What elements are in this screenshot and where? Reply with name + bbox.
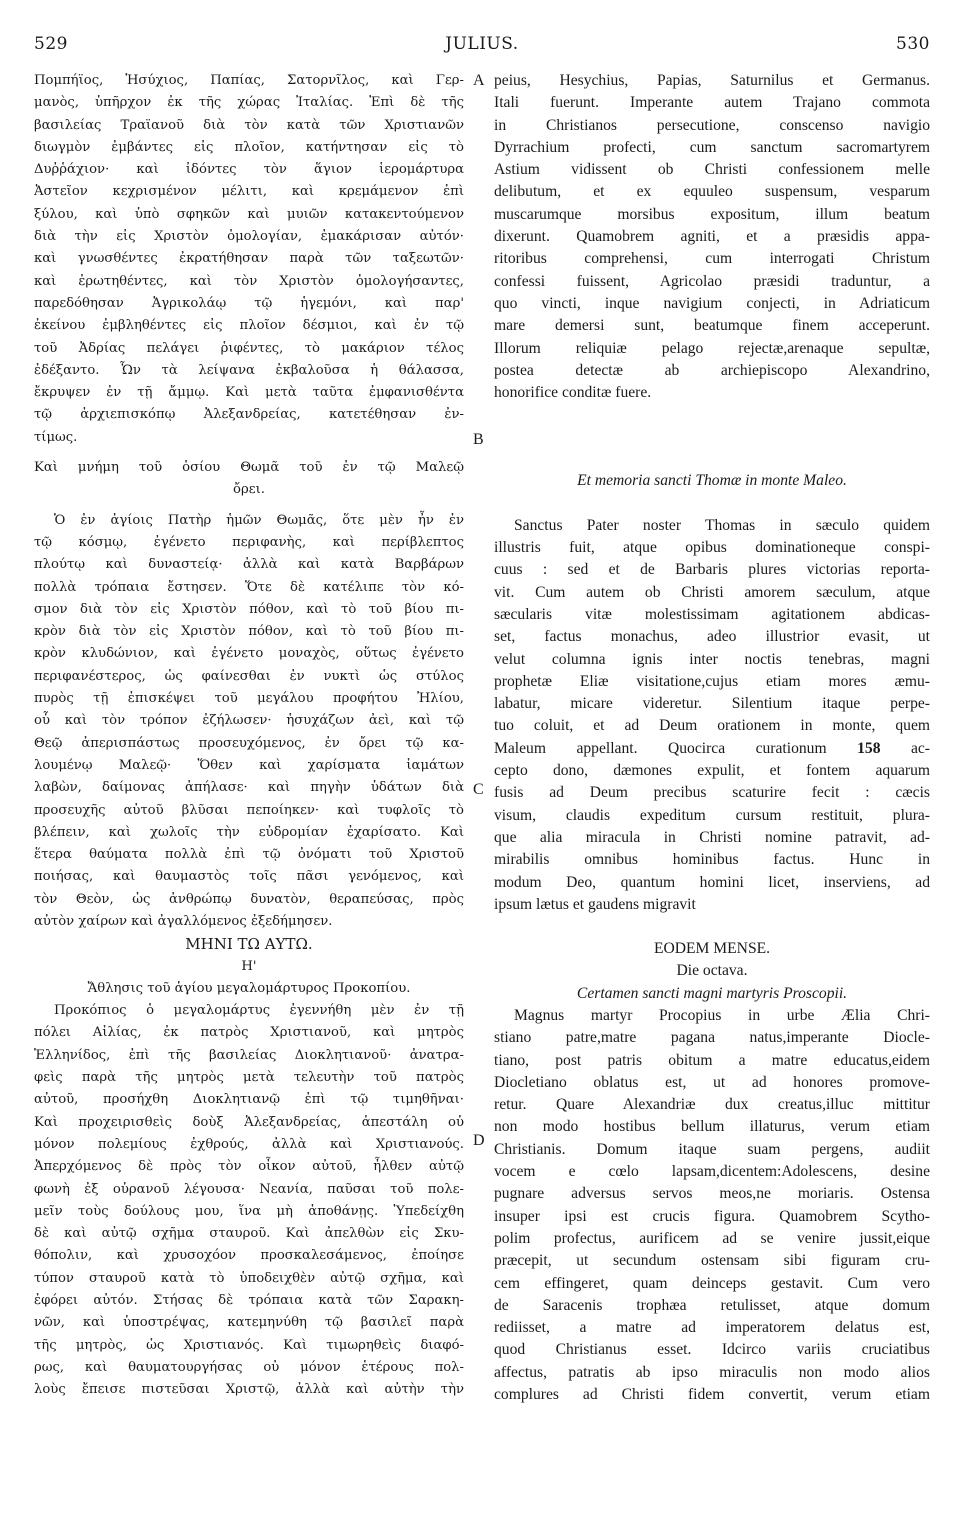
text-line: Magnus martyr Procopius in urbe Ælia Chri-: [514, 1006, 930, 1024]
text-line: πυρὸς τῇ ἐπισκέψει τοῦ μεγάλου προφήτου Ἠλίου,: [34, 691, 464, 707]
text-line: κρὸν διὰ τὸν εἰς Χριστὸν πόθον, καὶ τὸ τοῦ βίου πι-: [34, 624, 464, 640]
text-line: ἐδέξαντο. Ὧν τὰ λείψανα ἐκβαλοῦσα ἡ θάλασσα,: [34, 362, 464, 378]
text-line: de Saracenis trophæa retulisset, atque domum: [494, 1296, 930, 1314]
text-line: visum, claudis expeditum cursum restituit, plura-: [494, 806, 930, 824]
text-line: τὸν Θεὸν, ὡς ἀνθρώπῳ δυνατὸν, θεραπεύσας, πρὸς: [34, 891, 464, 907]
text-line: πλούτῳ καὶ δυναστείᾳ· ἀλλὰ καὶ κατὰ Βαρβάρων: [34, 557, 464, 573]
text-line: τῷ κόσμῳ, ἐγένετο περιφανὴς, καὶ περίβλεπτος: [34, 534, 464, 550]
text-line: βλέπειν, καὶ χωλοῖς τὴν εὐδρομίαν ἐχαρίσατο. Καὶ: [34, 824, 464, 840]
text-line: insuper ipsi est crucis figura. Quamobrem Scytho-: [494, 1207, 930, 1225]
text-line: δὲ καὶ αὐτῷ σχῆμα σταυροῦ. Καὶ ἀπελθὼν εἰς Σκυ-: [34, 1226, 464, 1242]
day-heading: Η': [241, 958, 257, 974]
text-line: παρεδόθησαν Ἀγρικολάῳ τῷ ἡγεμόνι, καὶ παρ': [34, 295, 464, 311]
text-line: μεῖν τοὺς δούλους μου, ἵνα μὴ ἀποθάνῃς. Ὑπεδείχθη: [34, 1203, 464, 1219]
text-line: σμον διὰ τὸν εἰς Χριστὸν πόθον, καὶ τὸ τοῦ βίου πι-: [34, 601, 464, 617]
text-line: præcepit, ut secundum ostensam sibi figuram cru-: [494, 1252, 930, 1270]
latin-paragraph-thomas: [494, 515, 930, 916]
text-line: prophetæ Eliæ visitatione,cujus etiam mores æmu-: [494, 672, 930, 690]
page-header: [34, 34, 930, 58]
text-line: περιφανέστερος, ὡς φαίνεσθαι ἐν νυκτὶ ὡς στύλος: [34, 668, 464, 684]
text-line: ξύλου, καὶ ὑπὸ σφηκῶν καὶ μυιῶν κατακεντούμενον: [34, 206, 464, 222]
text-line: Illorum reliquiæ pelago rejectæ,arenaque sepultæ,: [494, 339, 930, 357]
text-line: ἐφόρει αὐτόν. Στήσας δὲ τρόπαια κατὰ τῶν Σαρακη-: [34, 1293, 464, 1309]
text-line: Ἀστεῖον κεχρισμένον μέλιτι, καὶ κρεμάμενον ἐπὶ: [34, 184, 464, 200]
month-heading: ΜΗΝΙ ΤΩ ΑΥΤΩ.: [185, 935, 313, 954]
text-line: μόνον πολεμίους ἐχθρούς, ἀλλὰ καὶ Χριστιανούς.: [34, 1136, 464, 1152]
text-line: honorifice conditæ fuere.: [494, 384, 652, 402]
text-line: Καὶ προχειρισθεὶς δοὺξ Ἀλεξανδρείας, ἀπεστάλη οὐ: [34, 1114, 464, 1130]
text-line: λοὺς ἔπεισε πιστεῦσαι Χριστῷ, ἀλλὰ καὶ αὐτὴν τὴν: [34, 1382, 464, 1398]
greek-paragraph-procopius: [34, 1000, 464, 1401]
text-line: Ἑλληνίδος, ἐπὶ τῆς βασιλείας Διοκλητιανοῦ· ἀνατρα-: [34, 1047, 464, 1063]
text-line: τοῦ Ἀδρίας πελάγει ῥιφέντες, τὸ μακάριον τέλος: [34, 340, 464, 356]
text-line: quod Christianus esset. Idcirco variis cruciatibus: [494, 1341, 930, 1359]
text-line: μανὸς, ὑπῆρχον ἐκ τῆς χώρας Ἰταλίας. Ἐπὶ δὲ τῆς: [34, 95, 464, 111]
text-line: ρως, καὶ θαυματουργήσας οὐ μόνον ἑτέρους πολ-: [34, 1359, 464, 1375]
text-line: que alia miracula in Christi nomine patravit, ad-: [494, 828, 930, 846]
text-line: mare demersi sunt, beatumque finem acceperunt.: [494, 317, 930, 335]
text-line: Δυῤῥάχιον· καὶ ἰδόντες τὸν ἅγιον ἱερομάρτυρα: [34, 162, 464, 178]
text-line: delibutum, et ex equuleo suspensum, vesparum: [494, 183, 930, 201]
text-line: modum Deo, quantum homini licet, inserviens, ad: [494, 873, 930, 891]
text-line: mirabilis omnibus hominibus factus. Hunc in: [494, 851, 930, 869]
text-line: ἔκρυψεν ἐν τῇ ἄμμῳ. Καὶ μετὰ ταῦτα ἐμφανισθέντα: [34, 385, 464, 401]
text-line: cem effingeret, quam deinceps gestavit. Cum vero: [494, 1274, 930, 1292]
latin-paragraph-martyrs: [494, 70, 930, 404]
text-line: τῷ ἀρχιεπισκόπῳ Ἀλεξανδρείας, κατετέθησαν ἐν-: [34, 407, 464, 423]
section-title: Certamen sancti magni martyris Proscopii.: [576, 984, 848, 1002]
text-line: Ἀπερχόμενος δὲ πρὸς τὸν οἶκον αὐτοῦ, ἦλθεν αὐτῷ: [34, 1159, 464, 1175]
heading-line: ὄρει.: [233, 482, 265, 498]
text-line: peius, Hesychius, Papias, Saturnilus et Germanus.: [494, 72, 930, 89]
text-line: cepto dono, dæmones expulit, et fontem aquarum: [494, 762, 930, 780]
text-line: πολλὰ τρόπαια ἔστησεν. Ὅτε δὲ κατέλιπε τὸν κό-: [34, 579, 464, 595]
heading-line: Καὶ μνήμη τοῦ ὁσίου Θωμᾶ τοῦ ἐν τῷ Μαλεῷ: [34, 460, 464, 476]
text-line: ἐκείνου ἐμβληθέντες εἰς πλοῖον δέσμιοι, καὶ ἐν τῷ: [34, 318, 464, 334]
text-line: αὐτὸν χαίρων καὶ ἀγαλλόμενος ἐξεδήμησεν.: [34, 913, 333, 929]
text-line: [494, 738, 930, 760]
text-line: postea detectæ ab archiepiscopo Alexandrino,: [494, 361, 930, 379]
left-page-number: 529: [34, 34, 68, 54]
text-line: dixerunt. Quamobrem agniti, et a præsidis appa-: [494, 228, 930, 246]
text-line: πόλει Αἰλίας, ἐκ πατρὸς Χριστιανοῦ, καὶ μητρὸς: [34, 1025, 464, 1041]
text-line: καὶ ἐρωτηθέντες, καὶ τὸν Χριστὸν ὁμολογήσαντες,: [34, 273, 464, 289]
text-line: τίμως.: [34, 429, 78, 445]
text-line: Astium vidissent ob Christi confessionem melle: [494, 161, 930, 179]
text-line: νῶν, καὶ ὑποστρέψας, κατεμηνύθη τῷ βασιλεῖ παρὰ: [34, 1315, 464, 1331]
text-line: ποιήσας, καὶ θαυμαστὸς τοῖς πᾶσι γενόμενος, καὶ: [34, 869, 464, 885]
text-fragment: Maleum appellant. Quocirca curationum: [494, 739, 827, 757]
text-line: λουμένῳ Μαλεῷ· Ὅθεν καὶ χαρίσματα ἰαμάτων: [34, 757, 464, 773]
text-line: tuo coluit, et ad Deum orationem in monte, quem: [494, 717, 930, 735]
column-number: 158: [857, 739, 881, 757]
text-line: vit. Cum autem ob Christi amorem sæculum, atque: [494, 583, 930, 601]
greek-paragraph-martyrs: [34, 70, 464, 449]
text-line: κρὸν κλυδώνιον, καὶ ἐγένετο μοναχὸς, οὕτως ἐγένετο: [34, 646, 464, 662]
text-line: Sanctus Pater noster Thomas in sæculo quidem: [514, 516, 930, 534]
margin-letter-c: C: [473, 781, 484, 798]
text-line: complures ad Christi fidem convertit, verum etiam: [494, 1386, 930, 1404]
text-line: Christianis. Domum itaque suam pergens, audiit: [494, 1140, 930, 1158]
text-line: Θεῷ ἀπερισπάστως προσευχόμενος, ἐν ὄρει τῷ κα-: [34, 735, 464, 751]
text-line: vocem e cœlo lapsam,dicentem:Adolescens, desine: [494, 1163, 930, 1181]
text-line: rediisset, a matre ad imperatorem delatus est,: [494, 1319, 930, 1337]
text-line: φωνὴ ἐξ οὐρανοῦ λέγουσα· Νεανία, παῦσαι τοῦ πολε-: [34, 1181, 464, 1197]
text-line: λαβὼν, δαίμονας ἀπήλασε· καὶ πηγὴν ὑδάτων διὰ: [34, 780, 464, 796]
text-line: ritoribus comprehensi, cum interrogati Christum: [494, 250, 930, 268]
text-line: Προκόπιος ὁ μεγαλομάρτυς ἐγεννήθη μὲν ἐν τῇ: [54, 1003, 464, 1019]
latin-paragraph-procopius: [494, 1005, 930, 1406]
text-line: set, factus monachus, adeo illustrior evasit, ut: [494, 628, 930, 646]
latin-column: [494, 70, 930, 1406]
text-line: φεὶς παρὰ τῆς μητρὸς μετὰ τελευτὴν τοῦ πατρὸς: [34, 1070, 464, 1086]
margin-letter-a: A: [473, 72, 485, 89]
right-page-number: 530: [896, 34, 930, 54]
greek-paragraph-thomas: [34, 510, 464, 934]
text-line: muscarumque morsibus expositum, illum beatum: [494, 205, 930, 223]
section-title: Ἄθλησις τοῦ ἁγίου μεγαλομάρτυρος Προκοπίου.: [87, 980, 411, 996]
text-line: cuus : sed et de Barbaris plures victorias reporta-: [494, 561, 930, 579]
text-line: τύπον σταυροῦ κατὰ τὸ ὑποδειχθὲν αὐτῷ σχῆμα, καὶ: [34, 1270, 464, 1286]
text-line: ipsum lætus et gaudens migravit: [494, 895, 696, 913]
greek-heading-thomas: [34, 457, 464, 502]
latin-heading-thomas: Et memoria sancti Thomæ in monte Maleo.: [577, 472, 847, 490]
margin-letter-d: D: [473, 1132, 485, 1149]
text-line: sæcularis vitæ molestissimam agitationem abdicas-: [494, 605, 930, 623]
text-line: in Christianos persecutione, conscenso navigio: [494, 116, 930, 134]
text-line: ἕτερα θαύματα πολλὰ ἐπὶ τῷ ὀνόματι τοῦ Χριστοῦ: [34, 847, 464, 863]
text-line: labatur, micare videretur. Silentium itaque perpe-: [494, 695, 930, 713]
text-line: pugnare adversus servos meos,ne moriaris. Ostensa: [494, 1185, 930, 1203]
text-line: affectus, patratis ab ipso miraculis non modo alios: [494, 1363, 930, 1381]
text-line: polim profectus, aurificem ad se venire jussit,eique: [494, 1229, 930, 1247]
month-heading: EODEM MENSE.: [653, 940, 771, 958]
margin-letter-b: B: [473, 431, 484, 448]
text-line: non modo hostibus bellum illaturus, verum etiam: [494, 1118, 930, 1136]
text-line: Ὁ ἐν ἁγίοις Πατὴρ ἡμῶν Θωμᾶς, ὅτε μὲν ἦν ἐν: [54, 512, 464, 528]
text-line: fusis ad Deum precibus scaturire fecit : cæcis: [494, 784, 930, 802]
text-line: διὰ τὴν εἰς Χριστὸν ὁμολογίαν, ἐμακάρισαν αὐτόν·: [34, 229, 464, 245]
running-title: JULIUS.: [445, 34, 519, 54]
text-line: βασιλείας Τραϊανοῦ διὰ τὸν κατὰ τῶν Χριστιανῶν: [34, 117, 464, 133]
text-line: confessi fuissent, Agricolao præsidi traduntur, a: [494, 272, 930, 290]
greek-column: [34, 70, 464, 1402]
text-line: Diocletiano oblatus est, ut ad honores promove-: [494, 1073, 930, 1091]
text-line: προσευχῆς αὐτοῦ βλῦσαι πεποίηκεν· καὶ τυφλοῖς τὸ: [34, 802, 464, 818]
text-line: Πομπήϊος, Ἡσύχιος, Παπίας, Σατορνῖλος, καὶ Γερ-: [34, 73, 464, 88]
text-line: Itali fuerunt. Imperante autem Trajano commota: [494, 94, 930, 112]
text-line: tiano, post patris obitum a matre educatus,eidem: [494, 1051, 930, 1069]
text-line: quo vincti, inque navigium conjecti, in Adriaticum: [494, 294, 930, 312]
text-fragment: ac-: [880, 739, 930, 757]
text-line: οὗ καὶ τὸν τρόπον ἐζήλωσεν· ἡσυχάζων ἀεὶ, καὶ τῷ: [34, 713, 464, 729]
text-line: illustris fuit, atque opibus dominationeque conspi-: [494, 539, 930, 557]
text-line: stiano patre,matre pagana natus,imperante Diocle-: [494, 1029, 930, 1047]
text-line: αὐτοῦ, προσήχθη Διοκλητιανῷ ἐπὶ τῷ τιμηθῆναι·: [34, 1092, 464, 1108]
text-line: θόπολιν, καὶ χρυσοχόον προσκαλεσάμενος, ἐποίησε: [34, 1248, 464, 1264]
day-heading: Die octava.: [676, 962, 748, 980]
text-line: velut columna ignis inter noctis tenebras, magni: [494, 650, 930, 668]
text-line: retur. Quare Alexandriæ dux creatus,illuc mittitur: [494, 1096, 930, 1114]
text-line: διωγμὸν ἐμβάντες εἰς πλοῖον, κατήντησαν εἰς τὸ: [34, 139, 464, 155]
text-line: καὶ γνωσθέντες ἐκρατήθησαν παρὰ τῶν ταξεωτῶν·: [34, 251, 464, 267]
text-line: Dyrrachium profecti, cum sanctum sacromartyrem: [494, 138, 930, 156]
text-line: τῆς μητρὸς, ὡς Χριστιανός. Καὶ τιμωρηθεὶς διαφό-: [34, 1337, 464, 1353]
